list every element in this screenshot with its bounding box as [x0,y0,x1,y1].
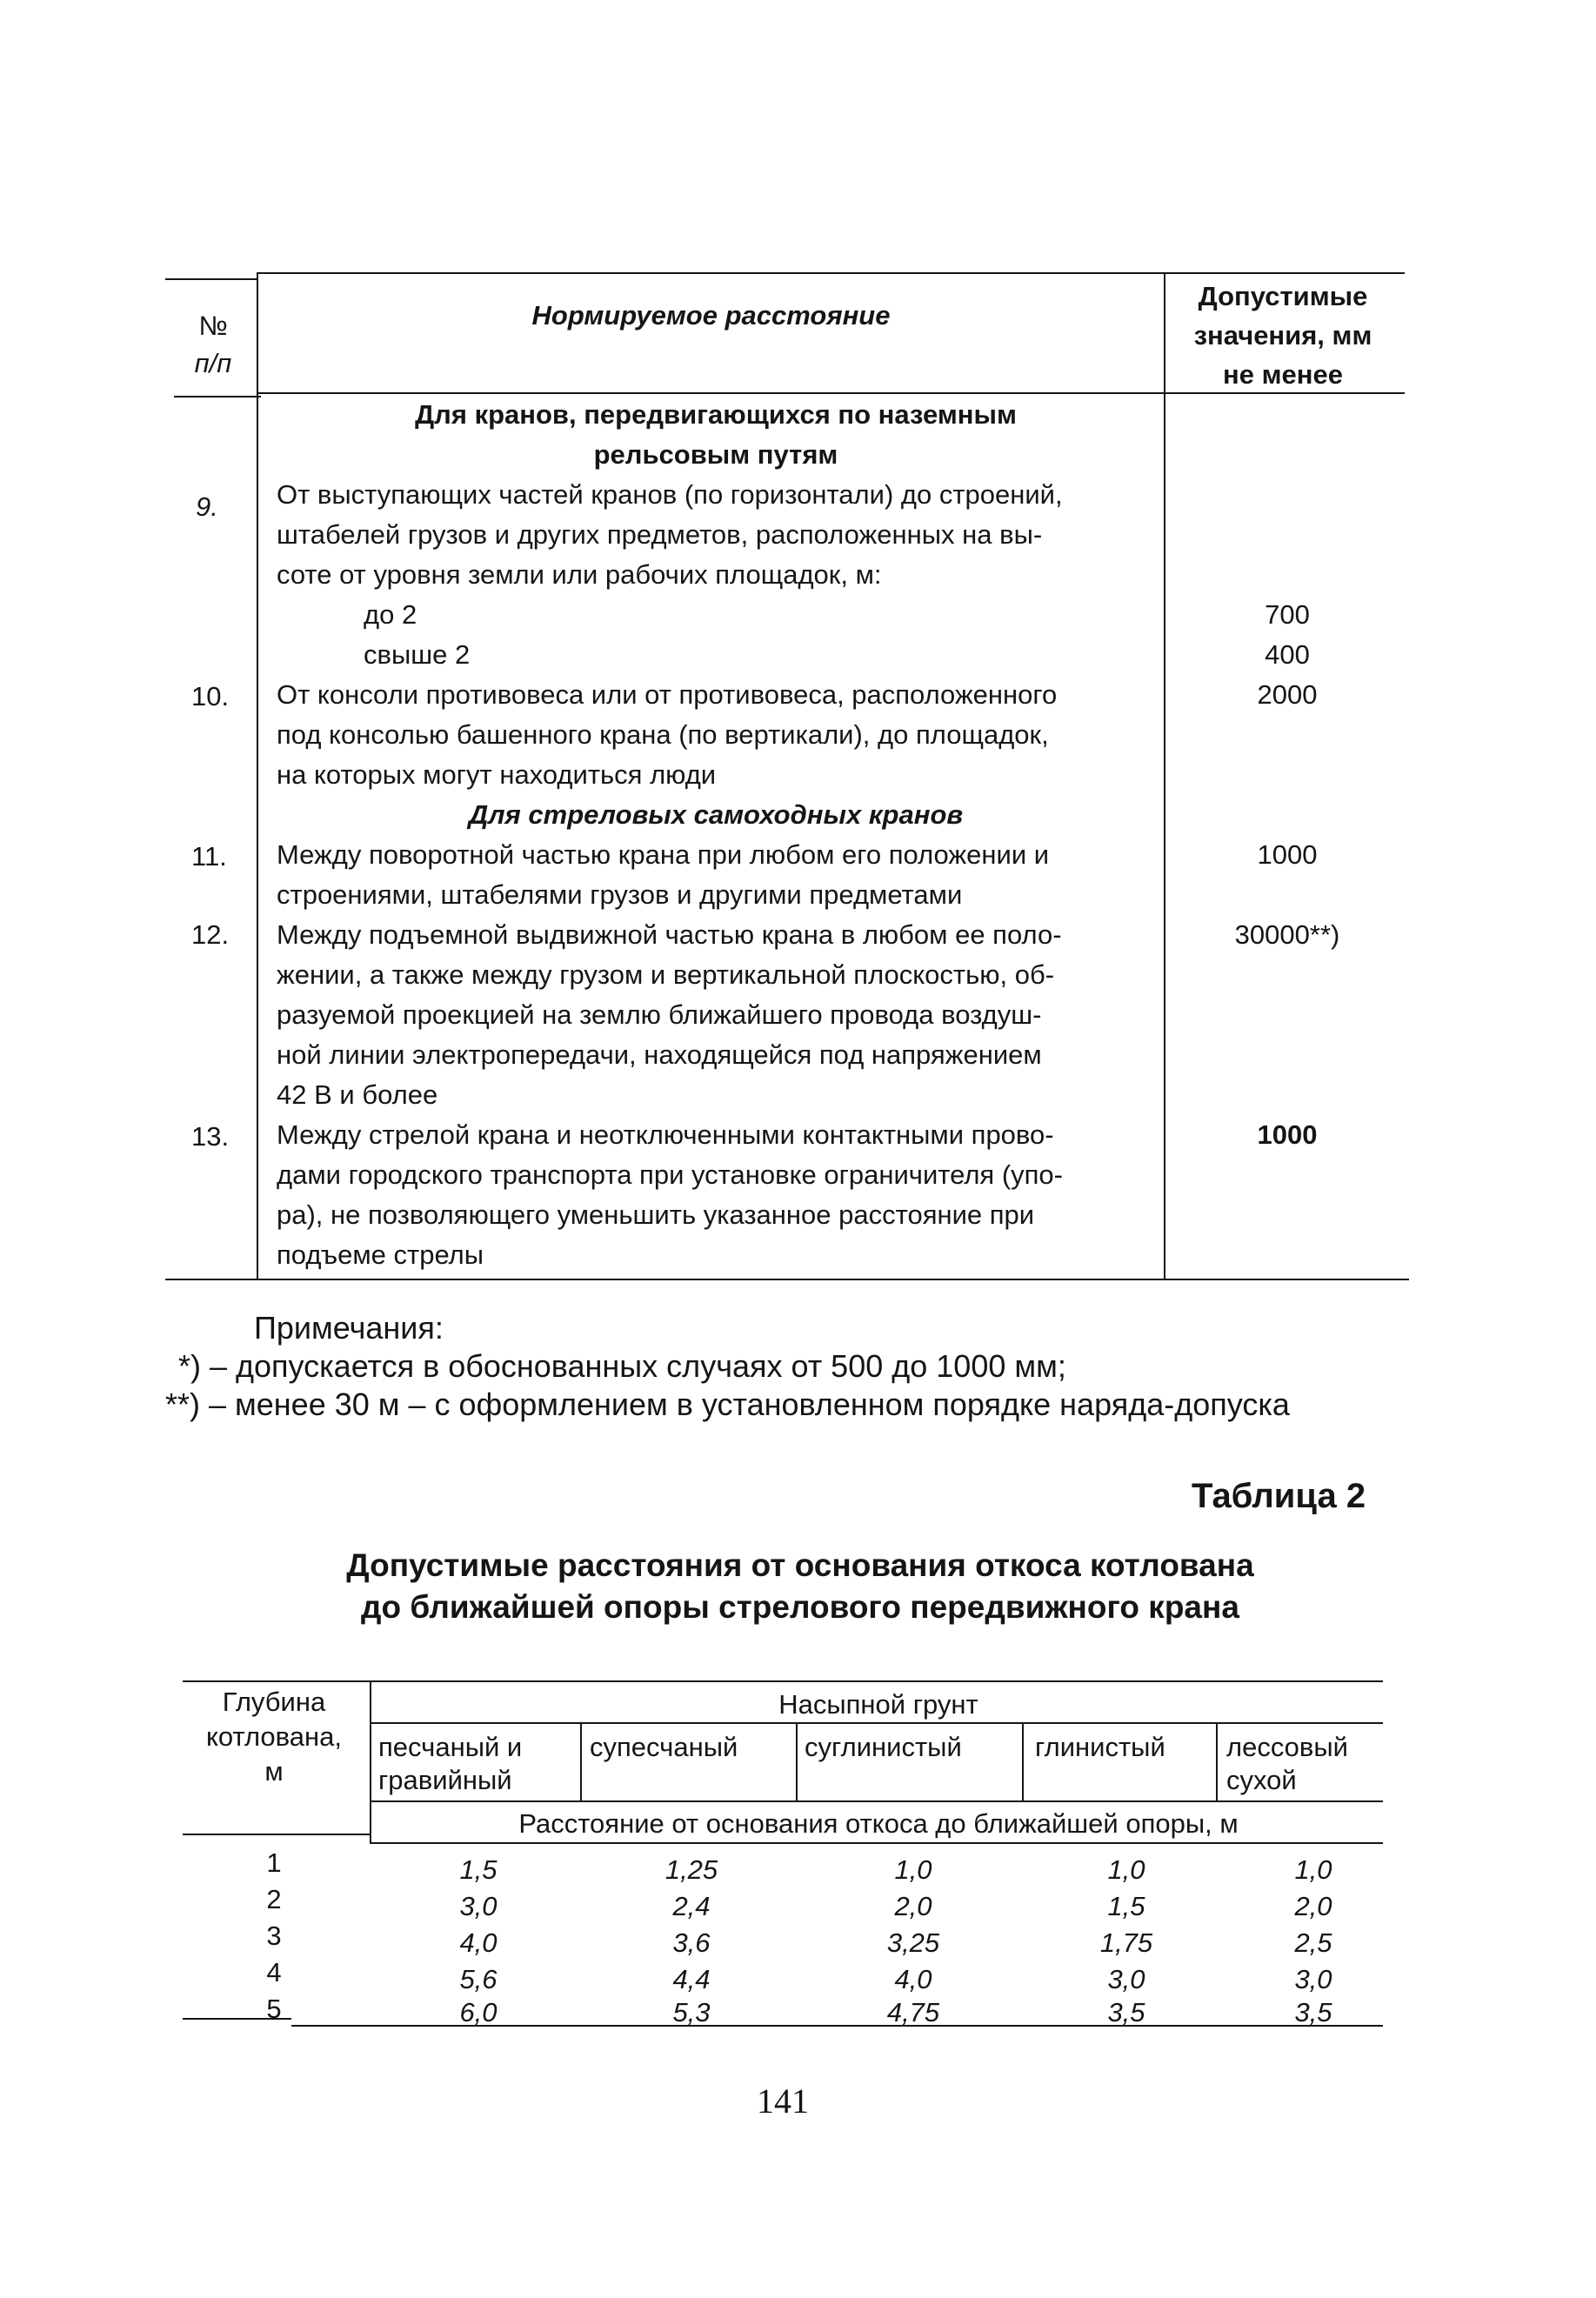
row-number: 11. [191,841,227,872]
table-cell: 6,0 [459,1997,497,2027]
row-text: подъеме стрелы [277,1239,484,1270]
row-number: 10. [191,681,230,711]
table-cell: 4,75 [886,1997,940,2027]
table-cell: 4,4 [672,1964,711,1994]
row-text: 42 В и более [277,1079,438,1110]
row-sublabel: свыше 2 [364,639,471,670]
row-text: ной линии электропередачи, находящейся под напряжением [277,1039,1042,1070]
depth-header: м [264,1756,284,1787]
table-cell: 2,0 [1294,1891,1332,1921]
col-val-header-1: Допустимые [1198,281,1368,311]
note-item: *) – допускается в обоснованных случаях от 500 до 1000 мм; [178,1348,1066,1384]
distance-subheader: Расстояние от основания откоса до ближайшей опоры, м [518,1808,1239,1839]
column-header: песчаный и [378,1732,523,1762]
row-text: под консолью башенного крана (по вертикали), до площадок, [277,719,1049,750]
table-cell: 3,0 [1294,1964,1332,1994]
row-number: 12. [191,919,230,950]
column-header: сухой [1226,1765,1297,1795]
row-text: штабелей грузов и других предметов, расположенных на вы- [277,519,1043,550]
row-value: 1000 [1257,1119,1318,1150]
row-text: разуемой проекцией на землю ближайшего провода воздуш- [277,999,1042,1030]
table-cell: 5,6 [459,1964,497,1994]
table-title: Допустимые расстояния от основания откоса котлована [346,1547,1254,1583]
note-item: **) – менее 30 м – с оформлением в установленном порядке наряда-допуска [165,1386,1290,1422]
row-number: 9. [196,491,218,522]
column-header: гравийный [378,1765,512,1795]
depth-header: котлована, [206,1721,342,1752]
column-header: суглинистый [805,1732,962,1762]
table-cell: 3,0 [1107,1964,1145,1994]
row-text: жении, а также между грузом и вертикальной плоскостью, об- [277,959,1055,990]
col-desc-header: Нормируемое расстояние [531,300,891,331]
table-cell: 1,0 [1107,1854,1145,1885]
row-value: 30000**) [1234,919,1340,950]
table-cell: 2,4 [672,1891,711,1921]
table-label: Таблица 2 [1192,1477,1366,1515]
row-text: От консоли противовеса или от противовеса, расположенного [277,679,1058,710]
group-header: Насыпной грунт [778,1689,978,1720]
table-cell: 1,5 [459,1854,497,1885]
table-cell: 3,0 [459,1891,497,1921]
col-val-header-2: значения, мм [1193,320,1372,351]
table-cell: 1,25 [664,1854,718,1885]
depth-value: 5 [266,1994,282,2024]
table-cell: 4,0 [459,1927,497,1958]
table-cell: 3,6 [672,1927,711,1958]
depth-value: 3 [266,1921,282,1951]
page-number: 141 [757,2081,809,2121]
row-text: Между подъемной выдвижной частью крана в любом ее поло- [277,919,1062,950]
depth-header: Глубина [222,1687,326,1717]
row-number: 13. [191,1121,230,1152]
column-header: супесчаный [590,1732,738,1762]
row-text: на которых могут находиться люди [277,759,717,790]
column-header: глинистый [1035,1732,1165,1762]
row-text: Между стрелой крана и неотключенными контактными прово- [277,1119,1054,1150]
row-text: дами городского транспорта при установке ограничителя (упо- [277,1159,1063,1190]
section-title: Для стреловых самоходных кранов [468,799,964,830]
section-title: Для кранов, передвигающихся по наземным [415,399,1017,430]
section-title: рельсовым путям [593,439,838,470]
column-header: лессовый [1226,1732,1348,1762]
row-value: 1000 [1257,839,1318,870]
table-cell: 2,5 [1294,1927,1332,1958]
depth-value: 2 [266,1884,282,1914]
row-sublabel: до 2 [364,599,417,630]
row-text: От выступающих частей кранов (по горизонтали) до строений, [277,479,1063,510]
table-title: до ближайшей опоры стрелового передвижного крана [361,1589,1239,1625]
table-cell: 4,0 [894,1964,932,1994]
row-text: Между поворотной частью крана при любом его положении и [277,839,1050,870]
notes-title: Примечания: [254,1310,444,1346]
col-num-header-1: № [198,311,228,341]
table-cell: 1,0 [1294,1854,1332,1885]
row-text: соте от уровня земли или рабочих площадок, м: [277,559,882,590]
table-cell: 5,3 [672,1997,711,2027]
depth-value: 1 [266,1847,282,1878]
row-text: ра), не позволяющего уменьшить указанное расстояние при [277,1199,1035,1230]
col-num-header-2: п/п [194,348,232,378]
row-value: 700 [1265,599,1310,630]
row-text: строениями, штабелями грузов и другими предметами [277,879,963,910]
table-cell: 3,25 [886,1927,940,1958]
row-value: 400 [1265,639,1310,670]
col-val-header-3: не менее [1223,359,1343,390]
table-cell: 2,0 [894,1891,932,1921]
row-value: 2000 [1257,679,1318,710]
table-cell: 1,75 [1099,1927,1153,1958]
table-cell: 1,5 [1107,1891,1145,1921]
depth-value: 4 [266,1957,282,1987]
table-cell: 1,0 [894,1854,932,1885]
table-cell: 3,5 [1107,1997,1145,2027]
table-cell: 3,5 [1294,1997,1332,2027]
